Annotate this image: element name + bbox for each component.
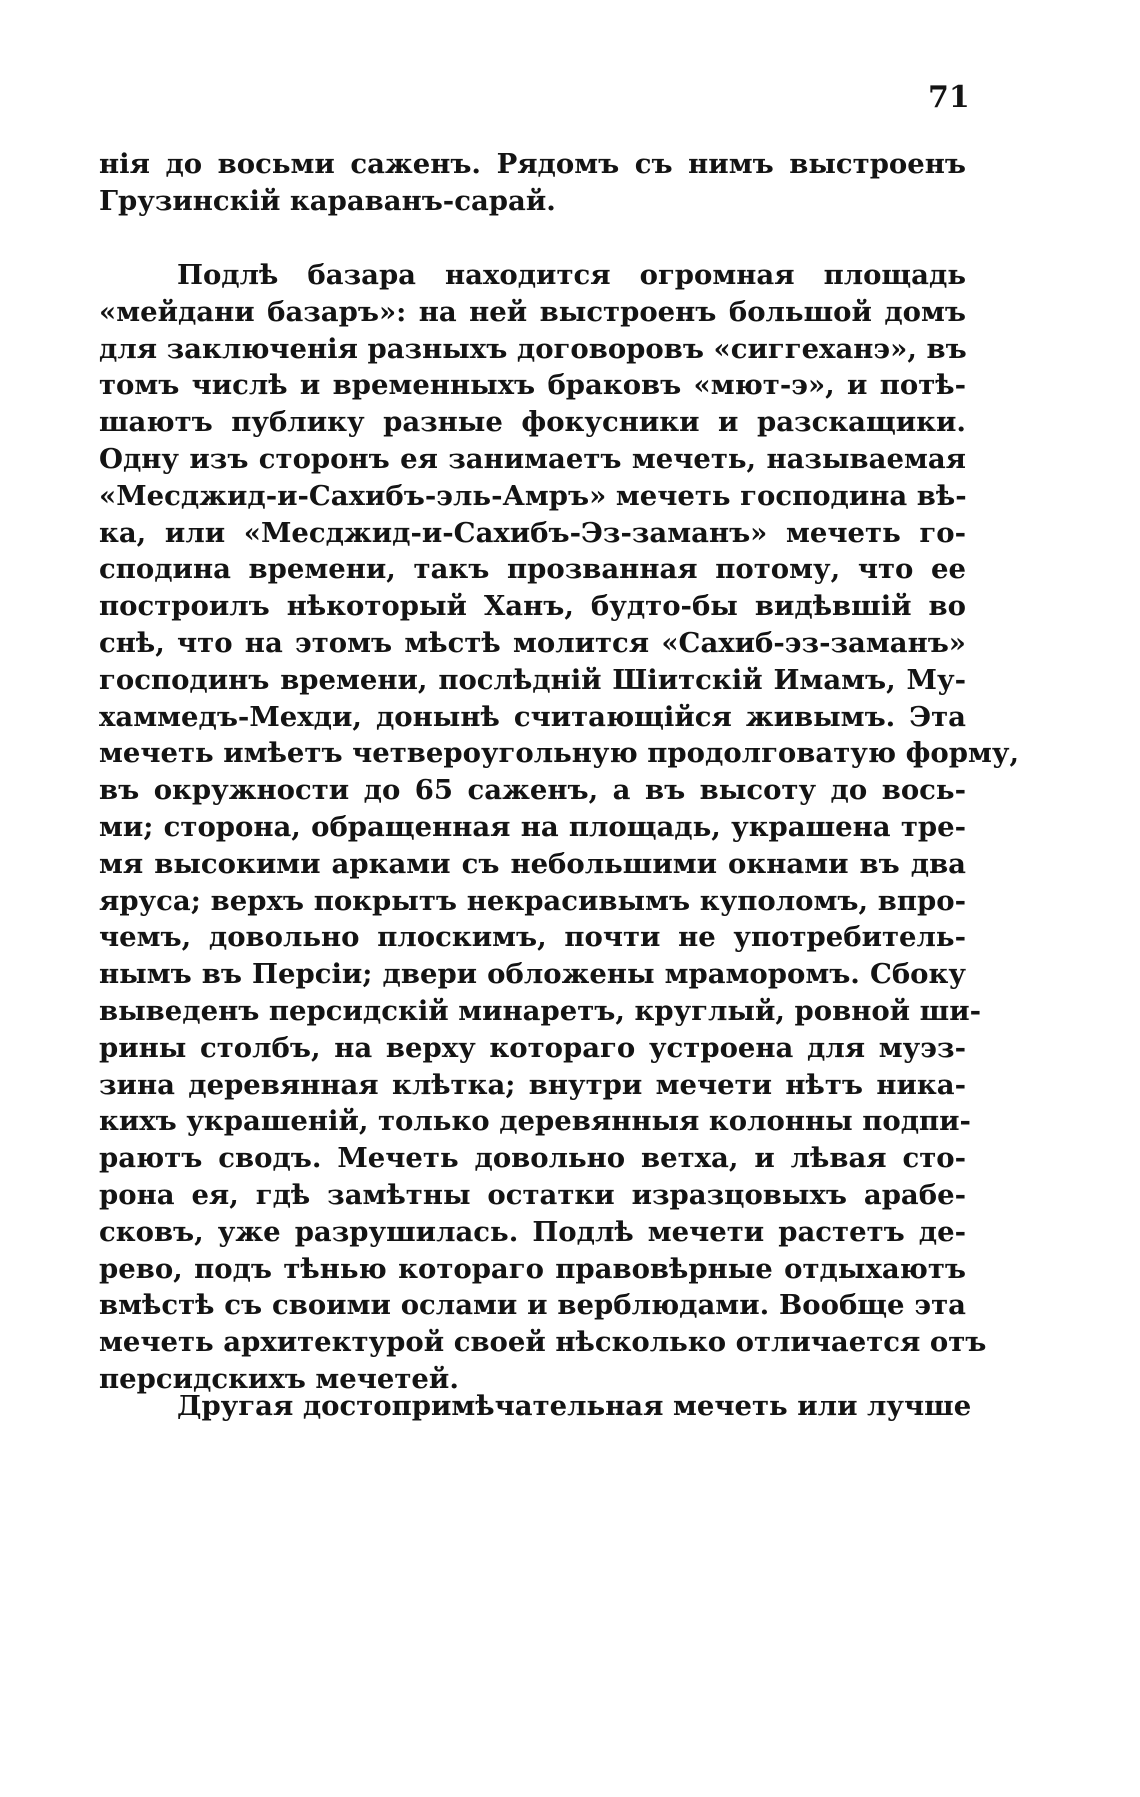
text-line: Подлѣ базара находится огромная площадь [177,259,966,291]
text-line: для заключенія разныхъ договоровъ «сиггеханэ», въ [99,332,967,365]
text-line: нія до восьми саженъ. Рядомъ съ нимъ выстроенъ [99,148,966,180]
text-line: ка, или «Месджид-и-Сахибъ-Эз-заманъ» мечеть го- [99,516,966,549]
text-line: Одну изъ сторонъ ея занимаетъ мечеть, называемая [99,442,966,475]
text-line: сковъ, уже разрушилась. Подлѣ мечети растетъ де- [99,1215,966,1248]
text-line: раютъ сводъ. Мечеть довольно ветха, и лѣвая сто- [99,1142,966,1175]
text-line: кихъ украшеній, только деревянныя колонны подпи- [99,1105,971,1138]
text-line: хаммедъ-Мехди, донынѣ считающійся живымъ. Эта [99,700,966,733]
text-line: рево, подъ тѣнью котораго правовѣрные отдыхаютъ [99,1252,966,1285]
text-line: нымъ въ Персіи; двери обложены мраморомъ. Сбоку [99,958,966,991]
text-line: рона ея, гдѣ замѣтны остатки изразцовыхъ арабе- [99,1178,966,1211]
page-number: 71 [928,80,970,115]
text-line: томъ числѣ и временныхъ браковъ «мют-э», и потѣ- [99,369,966,402]
text-line: ми; сторона, обращенная на площадь, украшена тре- [99,810,966,843]
text-line: Другая достопримѣчательная мечеть или лучше [177,1390,972,1422]
paragraph [99,257,1020,1398]
text-line: чемъ, довольно плоскимъ, почти не употребитель- [99,921,966,954]
text-line: персидскихъ мечетей. [99,1362,459,1395]
text-line: «мейдани базаръ»: на ней выстроенъ большой домъ [99,295,966,328]
text-line: въ окружности до 65 саженъ, а въ высоту до вось- [99,774,966,807]
text-line: яруса; верхъ покрытъ некрасивымъ куполомъ, впро- [99,884,966,917]
text-line: мя высокими арками съ небольшими окнами въ два [99,847,966,880]
text-line: рины столбъ, на верху котораго устроена для муэз- [99,1031,966,1064]
text-line: снѣ, что на этомъ мѣстѣ молится «Сахиб-эз-заманъ» [99,626,966,659]
text-line: зина деревянная клѣтка; внутри мечети нѣтъ ника- [99,1068,966,1101]
text-line: сподина времени, такъ прозванная потому, что ее [99,553,966,586]
text-line: выведенъ персидскій минаретъ, круглый, ровной ши- [99,994,982,1027]
text-line: «Месджид-и-Сахибъ-эль-Амръ» мечеть господина вѣ- [99,479,967,512]
paragraph [99,146,966,220]
text-line: мечеть архитектурой своей нѣсколько отличается отъ [99,1326,987,1359]
text-line: построилъ нѣкоторый Ханъ, будто-бы видѣвшій во [99,590,966,623]
text-line: вмѣстѣ съ своими ослами и верблюдами. Вообще эта [99,1289,966,1322]
paragraph [99,1388,972,1425]
text-line: господинъ времени, послѣдній Шіитскій Имамъ, Му- [99,663,966,696]
text-line: мечеть имѣетъ четвероугольную продолговатую форму, [99,737,1020,770]
text-line: шаютъ публику разные фокусники и разскащики. [99,406,966,439]
text-line: Грузинскій караванъ-сарай. [99,184,556,217]
